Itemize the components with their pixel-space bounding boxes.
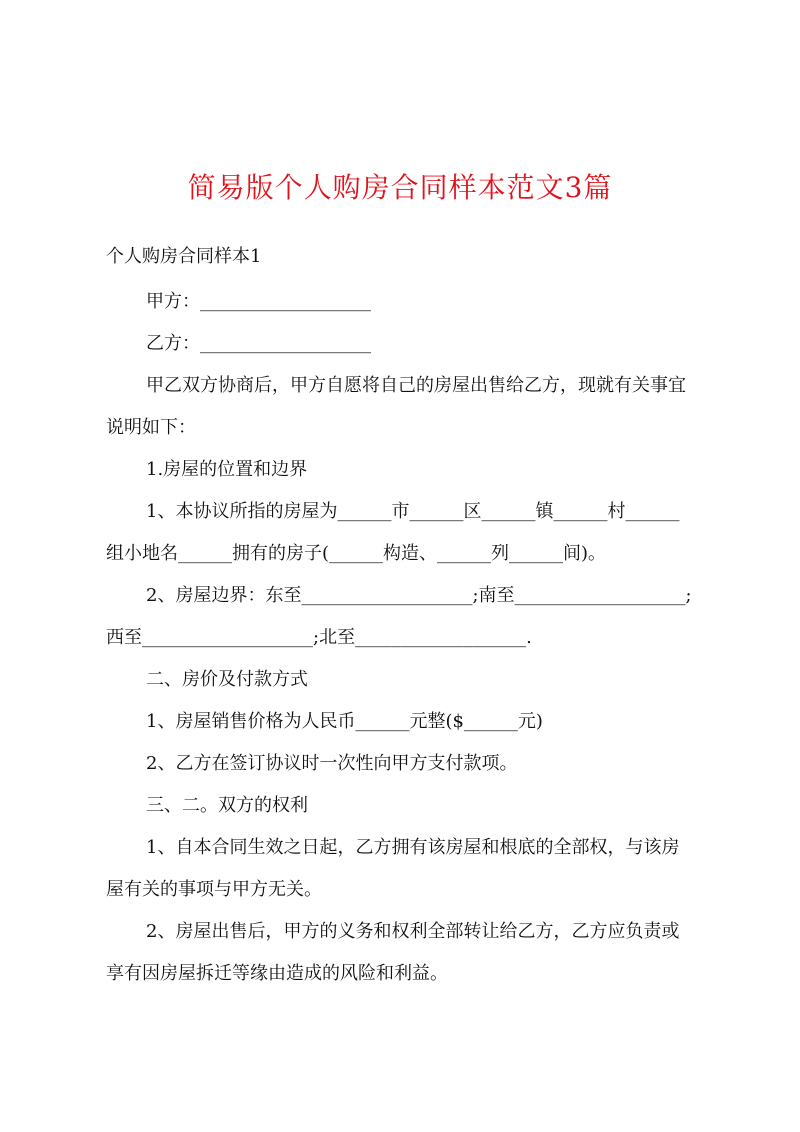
clause-boundary-line-1: 2、房屋边界：东至___________________;南至___________________; bbox=[146, 585, 692, 606]
section-heading-sample-1: 个人购房合同样本1 bbox=[106, 246, 262, 267]
intro-paragraph-line-1: 甲乙双方协商后，甲方自愿将自己的房屋出售给乙方，现就有关事宜 bbox=[146, 375, 686, 396]
clause-payment: 2、乙方在签订协议时一次性向甲方支付款项。 bbox=[146, 753, 518, 774]
section-heading-rights: 三、二。双方的权利 bbox=[146, 795, 308, 816]
clause-location-line-1: 1、本协议所指的房屋为______市______区______镇______村______ bbox=[146, 501, 680, 522]
clause-rights-2-line-1: 2、房屋出售后，甲方的义务和权利全部转让给乙方，乙方应负责或 bbox=[146, 921, 680, 942]
clause-boundary-line-2: 西至___________________;北至___________________. bbox=[106, 627, 532, 648]
clause-rights-1-line-2: 屋有关的事项与甲方无关。 bbox=[106, 879, 322, 900]
party-b-line: 乙方：___________________ bbox=[146, 333, 371, 354]
clause-price: 1、房屋销售价格为人民币______元整($______元) bbox=[146, 711, 543, 732]
section-heading-price: 二、房价及付款方式 bbox=[146, 669, 308, 690]
intro-paragraph-line-2: 说明如下： bbox=[106, 417, 196, 438]
clause-rights-2-line-2: 享有因房屋拆迁等缘由造成的风险和利益。 bbox=[106, 963, 448, 984]
party-a-line: 甲方：___________________ bbox=[146, 291, 371, 312]
clause-location-line-2: 组小地名______拥有的房子(______构造、______列______间)。 bbox=[106, 543, 607, 564]
section-heading-location: 1.房屋的位置和边界 bbox=[146, 459, 308, 480]
document-title: 简易版个人购房合同样本范文3篇 bbox=[187, 171, 613, 204]
clause-rights-1-line-1: 1、自本合同生效之日起，乙方拥有该房屋和根底的全部权，与该房 bbox=[146, 837, 680, 858]
